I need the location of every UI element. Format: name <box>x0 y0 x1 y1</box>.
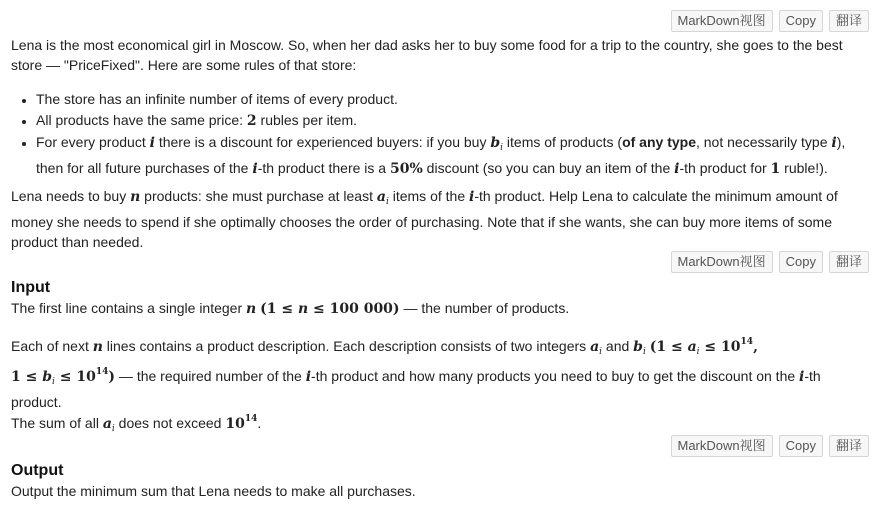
math-sub: i <box>500 143 504 153</box>
copy-button[interactable]: Copy <box>779 251 823 273</box>
math-var: n <box>92 339 103 355</box>
rule-text: rubles per item. <box>256 112 358 128</box>
copy-button[interactable]: Copy <box>779 10 823 32</box>
math-sub: i <box>599 347 603 357</box>
math-sup: 14 <box>740 337 754 347</box>
math-sup: 14 <box>95 367 109 377</box>
input-text: — the number of products. <box>399 300 570 316</box>
math-var: i <box>674 161 680 177</box>
math-sub: i <box>642 347 646 357</box>
math-value: , <box>753 339 758 355</box>
math-var: i <box>305 369 312 385</box>
input-text: . <box>257 415 262 431</box>
intro-text: Lena is the most economical girl in Moscow. So, when her dad asks her to buy some food for a trip to the country, she goes to the best store — "PriceFixed". Here are some rules of that store: <box>11 37 843 73</box>
math-var: b <box>633 339 643 355</box>
math-sub: i <box>696 347 700 357</box>
copy-button[interactable]: Copy <box>779 435 823 457</box>
math-value: 1 <box>770 161 781 177</box>
input-text: The first line contains a single integer <box>11 300 247 316</box>
math-var: a <box>102 416 112 432</box>
input-title: Input <box>11 279 51 296</box>
math-value: 50% <box>389 161 423 177</box>
math-value: ≤ 100 000) <box>308 301 400 317</box>
rule-text: All products have the same price: <box>36 112 247 128</box>
math-value: ≤ 10 <box>54 369 96 385</box>
input-text: -th product and how many products you need to buy to get the discount on the <box>311 368 800 384</box>
input-line-1 <box>11 298 861 319</box>
math-var: a <box>590 339 600 355</box>
math-var: i <box>831 135 837 151</box>
list-item <box>36 110 861 131</box>
input-text: Each of next <box>11 338 93 354</box>
rule-text: -th product there is a <box>257 160 390 176</box>
math-value: (1 ≤ <box>649 339 688 355</box>
rule-text: The store has an infinite number of items of every product. <box>36 91 398 107</box>
statement-toolbar <box>671 10 870 32</box>
math-value: 2 <box>246 113 257 129</box>
input-text: lines contains a product description. Each description consists of two integers <box>102 338 591 354</box>
paragraph-text: -th product. Help Lena to calculate the minimum amount of money she needs to spend if she optimally chooses the order of purchasing. Note that if she wants, she can buy more items of some product than needed. <box>11 188 838 250</box>
math-sup: 14 <box>244 414 258 424</box>
markdown-view-button[interactable]: MarkDown视图 <box>671 10 773 32</box>
rule-text: there is a discount for experienced buyers: if you buy <box>154 134 491 150</box>
math-var: n <box>130 189 141 205</box>
output-title: Output <box>11 462 64 479</box>
math-var: n <box>246 301 257 317</box>
translate-button[interactable]: 翻译 <box>829 435 869 457</box>
math-var: a <box>376 189 386 205</box>
list-item <box>36 89 861 109</box>
markdown-view-button[interactable]: MarkDown视图 <box>671 435 773 457</box>
rule-text: , not necessarily type <box>695 134 832 150</box>
statement-paragraph <box>11 186 861 252</box>
input-text: and <box>602 338 634 354</box>
math-sub: i <box>52 377 55 387</box>
statement-intro <box>11 35 861 75</box>
paragraph-text: items of the <box>388 188 469 204</box>
math-sub: i <box>111 424 115 434</box>
paragraph-text: products: she must purchase at least <box>140 188 377 204</box>
math-sub: i <box>385 197 389 207</box>
math-var: i <box>799 369 805 385</box>
rule-text: items of products ( <box>503 134 623 150</box>
math-var: i <box>149 135 155 151</box>
input-text: does not exceed <box>114 415 226 431</box>
math-var: b <box>42 369 53 385</box>
translate-button[interactable]: 翻译 <box>829 10 869 32</box>
math-value: 1 ≤ <box>11 369 43 385</box>
rule-text: For every product <box>36 134 150 150</box>
math-value: 10 <box>225 416 245 432</box>
paragraph-text: Lena needs to buy <box>11 188 131 204</box>
math-var: a <box>687 339 697 355</box>
list-item <box>36 132 861 179</box>
math-value: ) <box>108 369 116 385</box>
math-value: (1 ≤ <box>260 301 298 317</box>
rule-text: ruble!). <box>780 160 828 176</box>
input-toolbar <box>671 251 870 273</box>
output-text: Output the minimum sum that Lena needs to make all purchases. <box>11 483 416 499</box>
math-value: ≤ 10 <box>699 339 741 355</box>
input-text: — the required number of the <box>115 368 306 384</box>
output-toolbar <box>671 435 870 457</box>
rule-text: ), then for all future purchases of the <box>36 134 846 176</box>
input-text: The sum of all <box>11 415 103 431</box>
markdown-view-button[interactable]: MarkDown视图 <box>671 251 773 273</box>
math-var: b <box>490 135 501 151</box>
rule-text: -th product for <box>679 160 771 176</box>
rule-text: discount (so you can buy an item of the <box>422 160 675 176</box>
rule-bold: of any type <box>622 134 696 150</box>
math-var: i <box>469 189 475 205</box>
input-line-2 <box>11 332 861 412</box>
translate-button[interactable]: 翻译 <box>829 251 869 273</box>
rules-list <box>11 89 861 180</box>
math-var: i <box>252 161 258 177</box>
math-var: n <box>297 301 309 317</box>
input-text: -th product. <box>11 368 821 410</box>
